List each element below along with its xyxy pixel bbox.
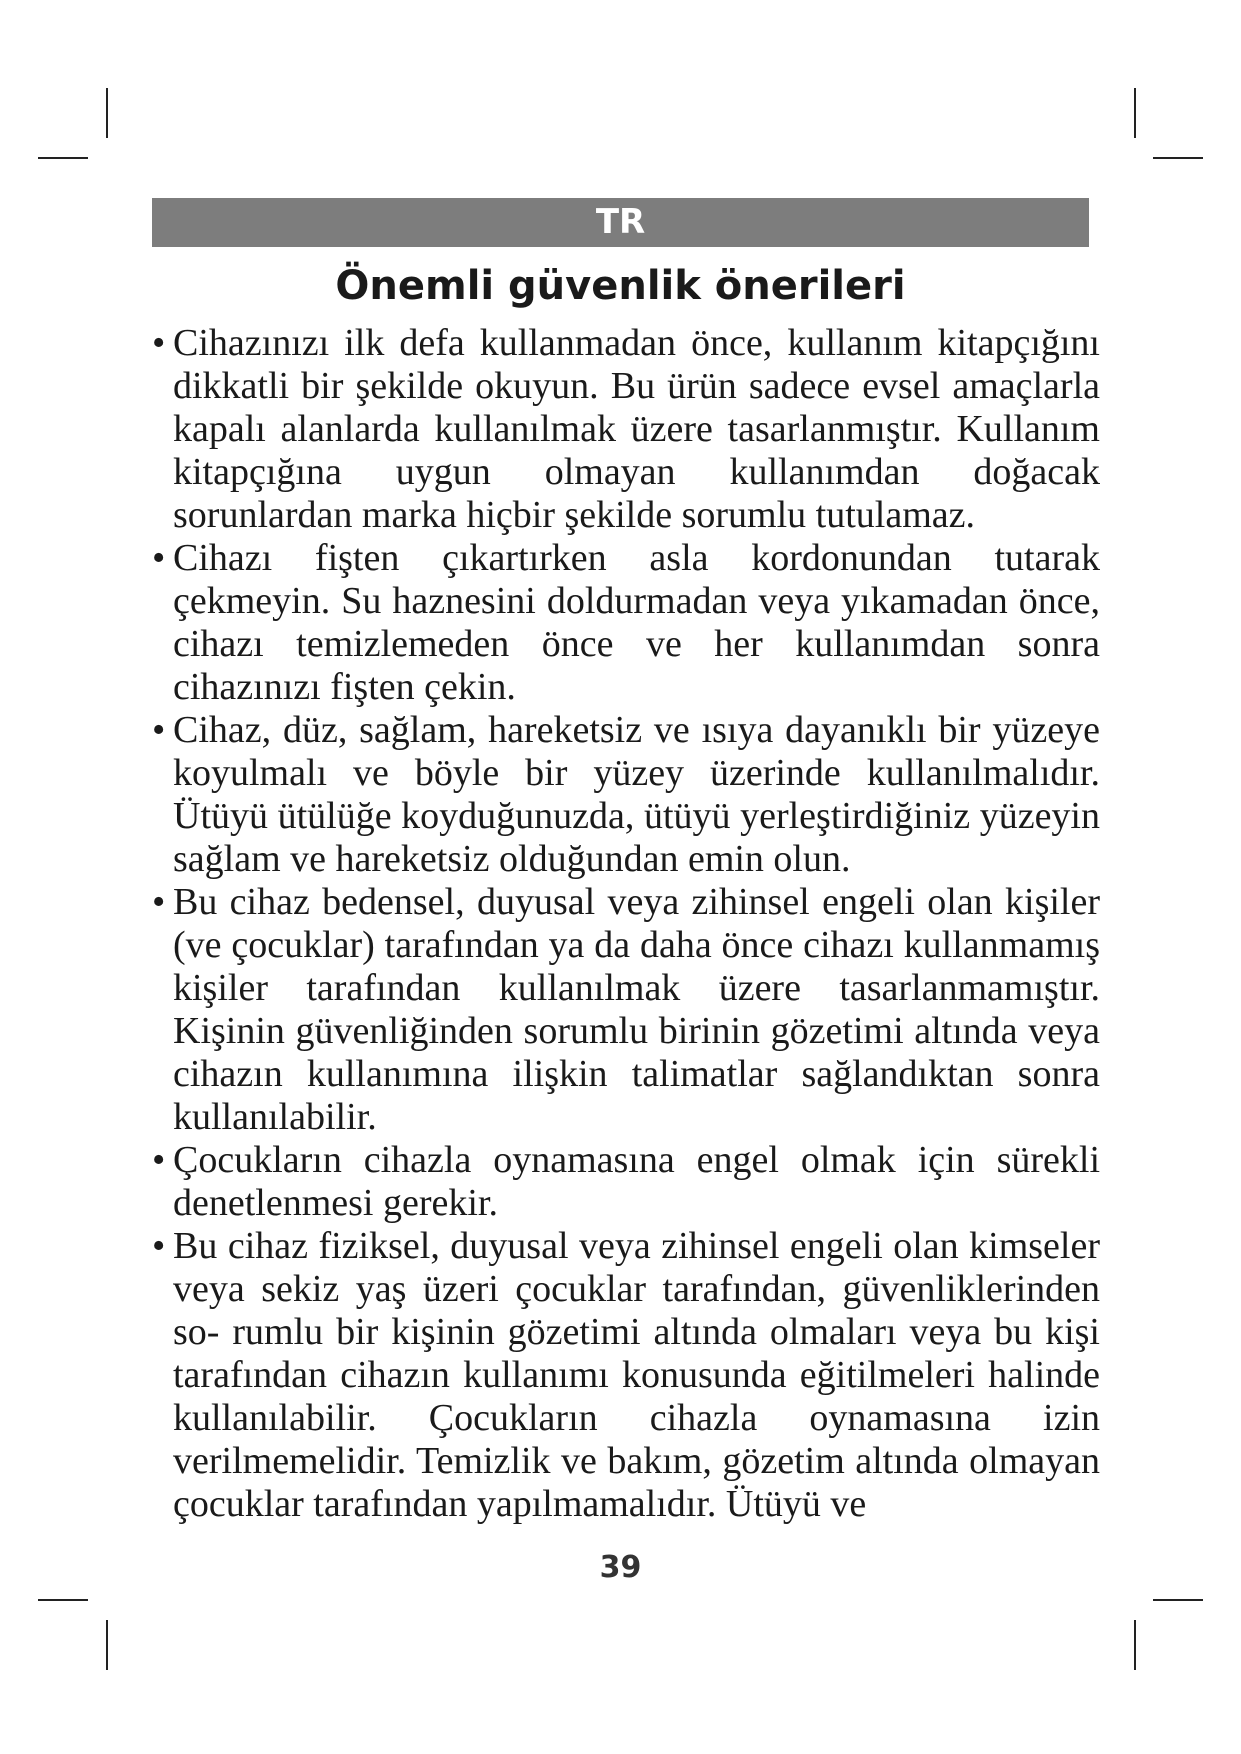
bullet-icon: • — [152, 1139, 166, 1181]
list-item — [152, 709, 1100, 881]
crop-mark-top-right-horizontal — [1153, 157, 1203, 159]
bullet-icon: • — [152, 709, 166, 751]
language-header-bar — [152, 198, 1089, 247]
bullet-icon: • — [152, 537, 166, 579]
bullet-icon: • — [152, 1225, 166, 1267]
bullet-icon: • — [152, 881, 166, 923]
list-item — [152, 322, 1100, 537]
list-item — [152, 1225, 1100, 1526]
list-item-text: Cihazınızı ilk defa kullanmadan önce, kullanım kitapçığını dikkatli bir şekilde okuyun. Bu ürün sadece evsel amaçlarla kapalı alanlarda kullanılmak üzere tasarlanmıştır. Kullanım kitapçığına uygun olmayan kullanımdan doğacak sorunlardan marka hiçbir şekilde sorumlu tutulamaz. — [173, 322, 1100, 536]
bullet-icon: • — [152, 322, 166, 364]
crop-mark-top-right-vertical — [1134, 88, 1136, 138]
list-item-text: Cihaz, düz, sağlam, hareketsiz ve ısıya dayanıklı bir yüzeye koyulmalı ve böyle bir yüzey üzerinde kullanılmalıdır. Ütüyü ütülüğe koyduğunuzda, ütüyü yerleştirdiğiniz yüzeyin sağlam ve hareketsiz olduğundan emin olun. — [173, 709, 1100, 880]
list-item-text: Çocukların cihazla oynamasına engel olmak için sürekli denetlenmesi gerekir. — [173, 1139, 1100, 1224]
page-number: 39 — [599, 1550, 642, 1585]
list-item-text: Bu cihaz fiziksel, duyusal veya zihinsel engeli olan kimseler veya sekiz yaş üzeri çocuklar tarafından, güvenliklerinden so- rumlu bir kişinin gözetimi altında olmaları veya bu kişi tarafından cihazın kullanımı konusunda eğitilmeleri halinde kullanılabilir. Çocukların cihazla oynamasına izin verilmemelidir. Temizlik ve bakım, gözetim altında olmayan çocuklar tarafından yapılmamalıdır. Ütüyü ve — [173, 1225, 1100, 1525]
crop-mark-bottom-left-horizontal — [38, 1599, 88, 1601]
list-item — [152, 1139, 1100, 1225]
safety-list — [152, 322, 1100, 1526]
crop-mark-bottom-right-horizontal — [1153, 1599, 1203, 1601]
crop-mark-top-left-horizontal — [38, 157, 88, 159]
list-item-text: Cihazı fişten çıkartırken asla kordonundan tutarak çekmeyin. Su haznesini doldurmadan veya yıkamadan önce, cihazı temizlemeden önce ve her kullanımdan sonra cihazınızı fişten çekin. — [173, 537, 1100, 708]
list-item — [152, 881, 1100, 1139]
list-item — [152, 537, 1100, 709]
crop-mark-bottom-right-vertical — [1134, 1620, 1136, 1670]
crop-mark-top-left-vertical — [106, 88, 108, 138]
language-code: TR — [595, 202, 646, 242]
crop-mark-bottom-left-vertical — [106, 1620, 108, 1670]
page-title: Önemli güvenlik önerileri — [335, 263, 906, 309]
list-item-text: Bu cihaz bedensel, duyusal veya zihinsel engeli olan kişiler (ve çocuklar) tarafından ya da daha önce cihazı kullanmamış kişiler tarafından kullanılmak üzere tasarlanmamıştır. Kişinin güvenliğinden sorumlu birinin gözetimi altında veya cihazın kullanımına ilişkin talimatlar sağlandıktan sonra kullanılabilir. — [173, 881, 1100, 1138]
